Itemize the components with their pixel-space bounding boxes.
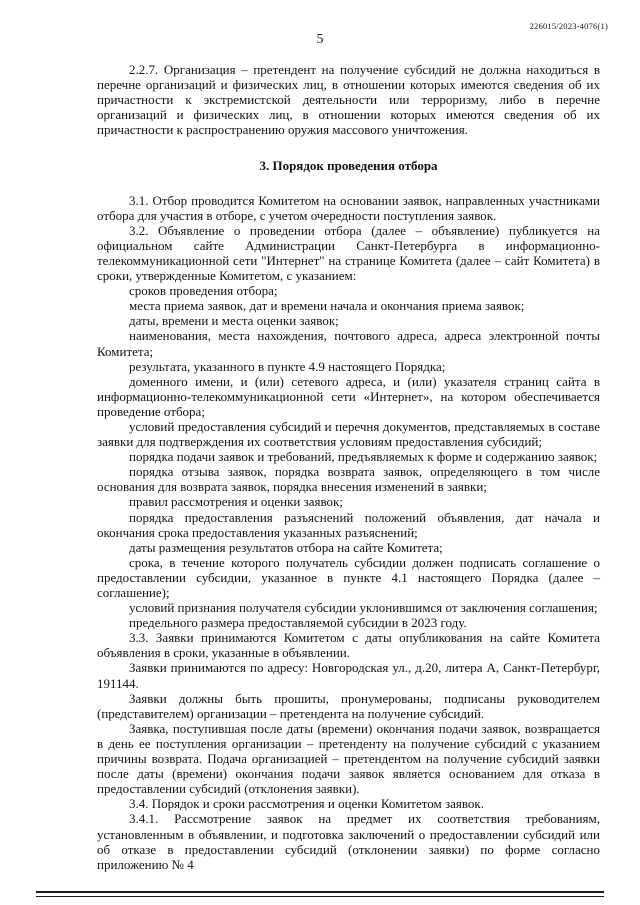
list-item: результата, указанного в пункте 4.9 настоящего Порядка; xyxy=(129,358,446,374)
list-item: сроков проведения отбора; xyxy=(129,283,278,299)
paragraph-2-2-7: 2.2.7. Организация – претендент на получение субсидий не должна находиться в перечне организаций и физических лиц, в отношении которых имеются сведения об их причастности к экстремистской деятельности или терроризму, либо в перечне организаций и физических лиц, в отношении которых имеются сведения об их причастности к распространению оружия массового уничтожения. xyxy=(97,62,600,138)
paragraph-late-submission: Заявка, поступившая после даты (времени) окончания подачи заявок, возвращается в день ее поступления организации – претенденту на получение субсидий с указанием причины возврата. Подача организацией – претендентом на получение субсидий заявки после даты (времени) окончания подачи заявок является основанием для отказа в предоставлении субсидий (отклонения заявки). xyxy=(97,720,600,797)
list-item: наименования, места нахождения, почтового адреса, адреса электронной почты Комитета; xyxy=(97,328,600,359)
list-item: доменного имени, и (или) сетевого адреса, и (или) указателя страниц сайта в информационно-телекоммуникационной сети «Интернет», на котором обеспечивается проведение отбора; xyxy=(97,373,600,419)
list-item: даты, времени и места оценки заявок; xyxy=(129,313,339,329)
paragraph-3-2: 3.2. Объявление о проведении отбора (далее – объявление) публикуется на официальном сайте Администрации Санкт-Петербурга в информационно-телекоммуникационной сети "Интернет" на странице Комитета (далее – сайт Комитета) в сроки, утвержденные Комитетом, с указанием: xyxy=(97,222,600,284)
paragraph-3-3: 3.3. Заявки принимаются Комитетом с даты опубликования на сайте Комитета объявления в сроки, указанные в объявлении. xyxy=(97,630,600,661)
page-number: 5 xyxy=(316,32,324,47)
list-item: правил рассмотрения и оценки заявок; xyxy=(129,494,343,510)
list-item: порядка предоставления разъяснений положений объявления, дат начала и окончания срока предоставления указанных разъяснений; xyxy=(97,509,600,540)
list-item: порядка отзыва заявок, порядка возврата заявок, определяющего в том числе основания для возврата заявок, порядка внесения изменений в заявки; xyxy=(97,464,600,495)
document-body xyxy=(97,62,600,872)
list-item: условий предоставления субсидий и перечня документов, представляемых в составе заявки для подтверждения их соответствия условиям предоставления субсидий; xyxy=(97,418,600,450)
list-item: места приема заявок, дат и времени начала и окончания приема заявок; xyxy=(129,298,525,314)
document-registration-number: 226015/2023-4076(1) xyxy=(529,21,608,31)
paragraph-3-1: 3.1. Отбор проводится Комитетом на основании заявок, направленных участниками отбора для участия в отборе, с учетом очередности поступления заявок. xyxy=(97,192,600,223)
paragraph-address: Заявки принимаются по адресу: Новгородская ул., д.20, литера А, Санкт-Петербург, 191144. xyxy=(97,660,600,691)
section-title: 3. Порядок проведения отбора xyxy=(259,158,438,174)
list-item: срока, в течение которого получатель субсидии должен подписать соглашение о предоставлении субсидии, указанное в пункте 4.1 настоящего Порядка (далее – соглашение); xyxy=(97,554,600,600)
paragraph-3-4-1: 3.4.1. Рассмотрение заявок на предмет их соответствия требованиям, установленным в объявлении, и подготовка заключений о предоставлении субсидий или об отказе в предоставлении субсидий (отклонении заявки) по форме согласно приложению № 4 xyxy=(97,811,600,872)
paragraph-binding-requirements: Заявки должны быть прошиты, пронумерованы, подписаны руководителем (представителем) организации – претендента на получение субсидий. xyxy=(97,690,600,721)
footer-rule-thin xyxy=(36,896,604,897)
list-item: условий признания получателя субсидии уклонившимся от заключения соглашения; xyxy=(129,600,598,616)
list-item: предельного размера предоставляемой субсидии в 2023 году. xyxy=(129,615,467,631)
paragraph-3-4: 3.4. Порядок и сроки рассмотрения и оценки Комитетом заявок. xyxy=(129,796,484,812)
list-item: порядка подачи заявок и требований, предъявляемых к форме и содержанию заявок; xyxy=(129,449,598,465)
list-item: даты размещения результатов отбора на сайте Комитета; xyxy=(129,539,443,555)
footer-rule xyxy=(36,891,604,893)
